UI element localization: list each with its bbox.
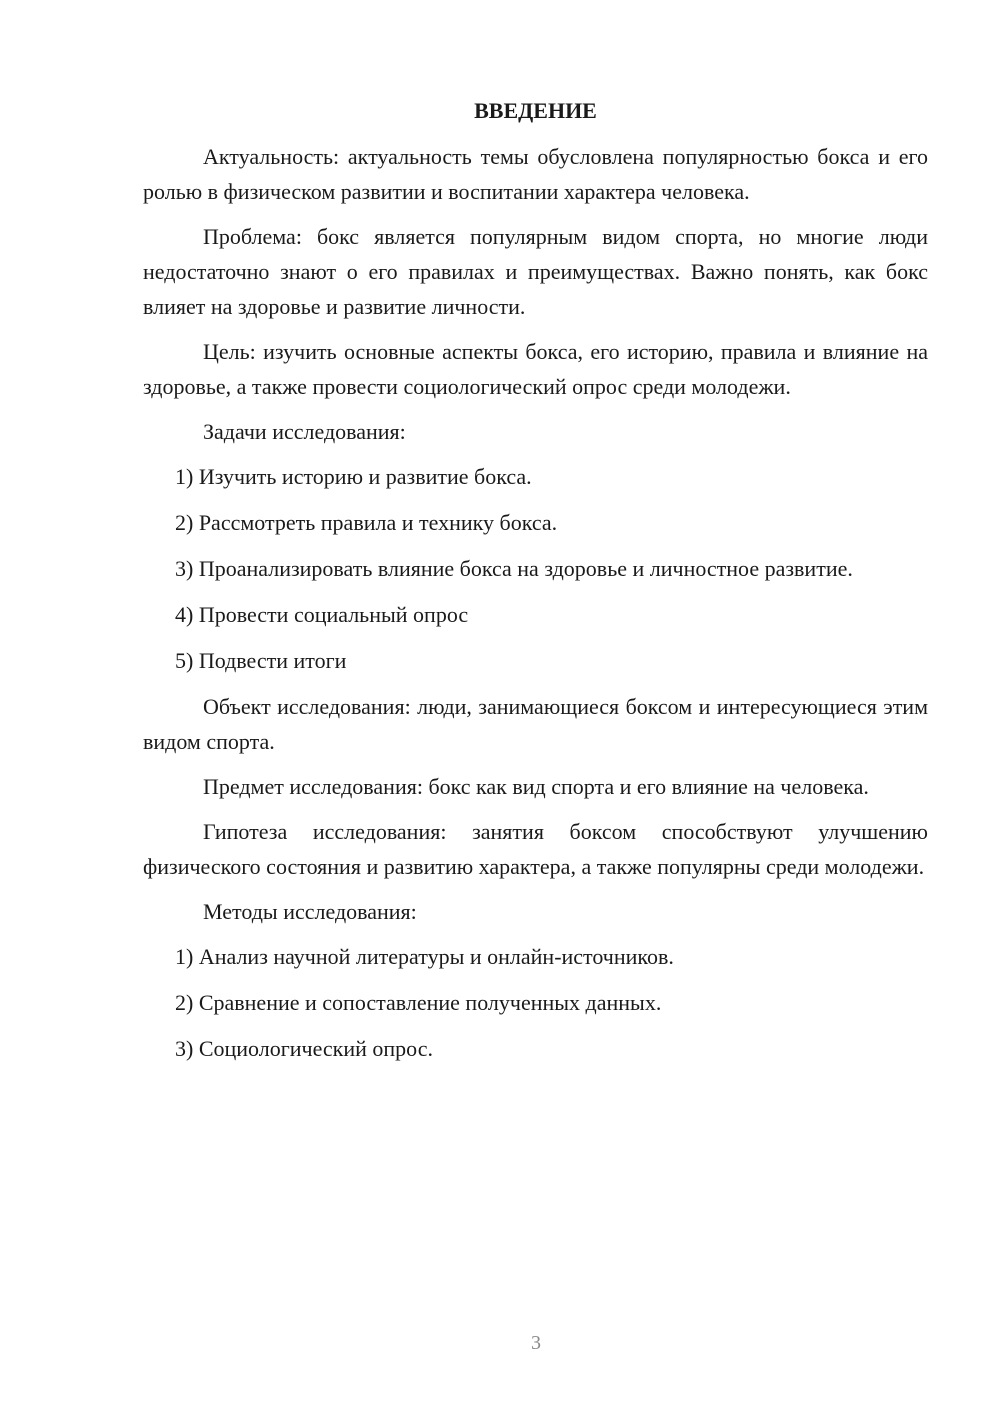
task-item: 4) Провести социальный опрос: [175, 602, 469, 627]
paragraph-problem: Проблема: бокс является популярным видом спорта, но многие люди недостаточно знают о его правилах и преимуществах. Важно понять, как бокс влияет на здоровье и развитие личности.: [143, 224, 928, 319]
section-title: ВВЕДЕНИЕ: [474, 98, 597, 123]
paragraph-relevance: Актуальность: актуальность темы обусловлена популярностью бокса и его ролью в физическом развитии и воспитании характера человека.: [143, 144, 928, 204]
method-item: 1) Анализ научной литературы и онлайн-источников.: [175, 944, 674, 969]
paragraph-object: Объект исследования: люди, занимающиеся боксом и интересующиеся этим видом спорта.: [143, 694, 928, 754]
task-item: 5) Подвести итоги: [175, 648, 347, 673]
page-number: 3: [531, 1332, 541, 1354]
method-item: 2) Сравнение и сопоставление полученных данных.: [175, 990, 662, 1015]
task-item: 2) Рассмотреть правила и технику бокса.: [175, 510, 558, 535]
task-item: 3) Проанализировать влияние бокса на здоровье и личностное развитие.: [175, 556, 853, 581]
paragraph-hypothesis: Гипотеза исследования: занятия боксом способствуют улучшению физического состояния и развитию характера, а также популярны среди молодежи.: [143, 819, 928, 879]
tasks-heading: Задачи исследования:: [203, 419, 406, 444]
methods-heading: Методы исследования:: [203, 899, 417, 924]
paragraph-subject: Предмет исследования: бокс как вид спорта и его влияние на человека.: [203, 774, 869, 799]
task-item: 1) Изучить историю и развитие бокса.: [175, 464, 532, 489]
method-item: 3) Социологический опрос.: [175, 1036, 433, 1061]
paragraph-goal: Цель: изучить основные аспекты бокса, его историю, правила и влияние на здоровье, а также провести социологический опрос среди молодежи.: [143, 339, 928, 399]
document-page: [143, 96, 928, 1077]
